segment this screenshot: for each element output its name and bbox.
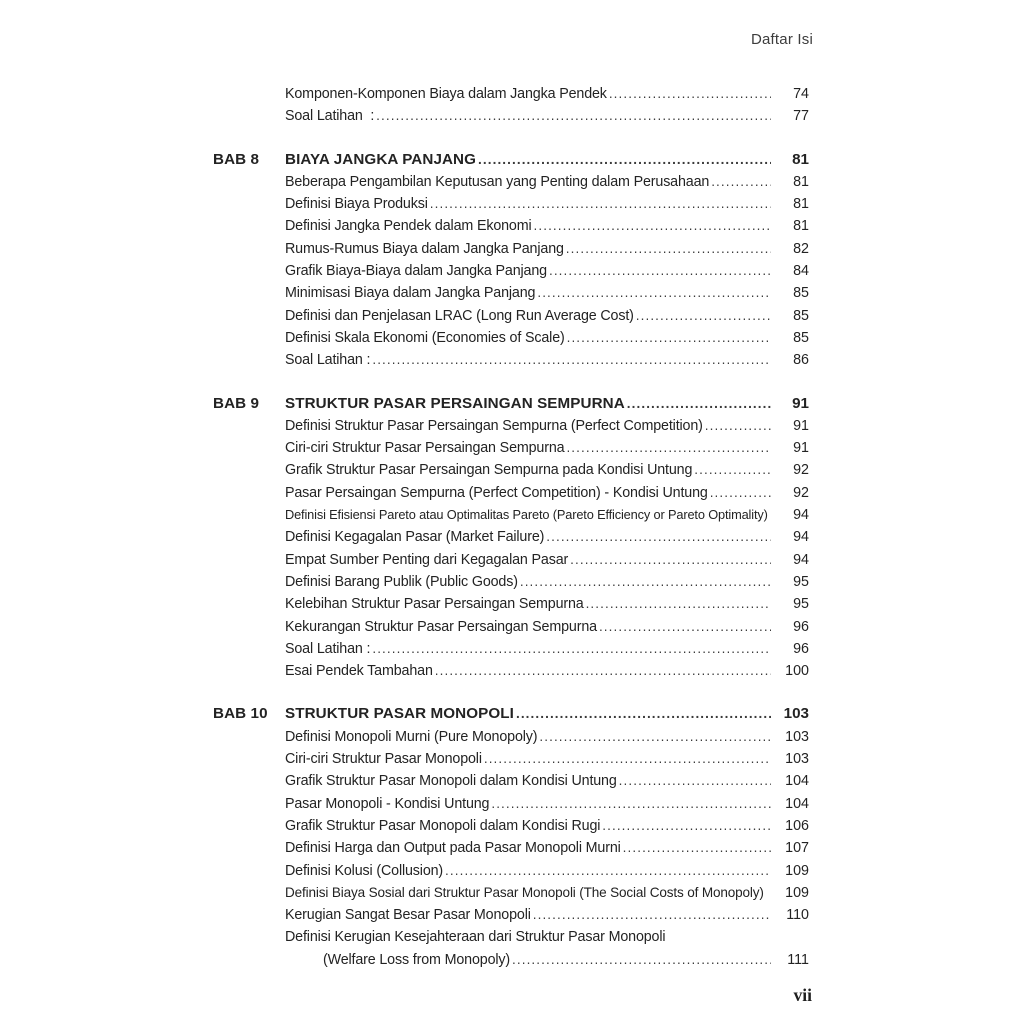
entry-title: Beberapa Pengambilan Keputusan yang Penting dalam Perusahaan — [285, 173, 710, 190]
toc-row — [213, 459, 809, 481]
entry-title: Definisi Struktur Pasar Persaingan Sempurna (Perfect Competition) — [285, 417, 703, 434]
entry-page-number: 103 — [785, 751, 809, 768]
dot-leader — [711, 171, 771, 193]
dot-leader — [549, 260, 771, 282]
entry-page-number: 94 — [793, 507, 809, 524]
dot-leader — [586, 593, 771, 615]
toc-row — [213, 793, 809, 815]
toc-row — [213, 193, 809, 215]
entry-page-number: 104 — [785, 795, 809, 812]
toc-row — [213, 171, 809, 193]
dot-leader — [570, 549, 771, 571]
toc-row — [213, 770, 809, 792]
entry-title: Definisi Jangka Pendek dalam Ekonomi — [285, 218, 532, 235]
entry-page-number: 92 — [793, 484, 809, 501]
dot-leader — [602, 815, 771, 837]
entry-page-number: 85 — [793, 285, 809, 302]
dot-leader — [623, 837, 771, 859]
entry-title: BIAYA JANGKA PANJANG — [285, 150, 477, 168]
page-header-label: Daftar Isi — [750, 31, 813, 48]
entry-page-number: 109 — [785, 862, 809, 879]
entry-title: Kekurangan Struktur Pasar Persaingan Sempurna — [285, 618, 597, 635]
dot-leader — [478, 149, 771, 171]
entry-page-number: 84 — [793, 263, 809, 280]
entry-title: Komponen-Komponen Biaya dalam Jangka Pendek — [285, 86, 607, 102]
toc-row — [213, 215, 809, 237]
toc-row — [213, 571, 809, 593]
dot-leader — [534, 215, 771, 237]
entry-title: STRUKTUR PASAR PERSAINGAN SEMPURNA — [285, 394, 625, 412]
entry-page-number: 104 — [785, 773, 809, 790]
table-of-contents — [213, 83, 809, 971]
toc-row — [213, 260, 809, 282]
dot-leader — [533, 904, 771, 926]
entry-title: Ciri-ciri Struktur Pasar Persaingan Sempurna — [285, 440, 565, 457]
dot-leader — [566, 238, 771, 260]
dot-leader — [636, 305, 771, 327]
entry-title: Soal Latihan : — [285, 640, 371, 657]
toc-row — [213, 748, 809, 770]
dot-leader — [537, 282, 771, 304]
toc-row — [213, 526, 809, 548]
toc-row — [213, 327, 809, 349]
entry-page-number: 91 — [793, 440, 809, 457]
dot-leader — [566, 437, 771, 459]
dot-leader — [512, 949, 771, 971]
dot-leader — [491, 793, 771, 815]
dot-leader — [435, 660, 771, 682]
entry-page-number: 103 — [785, 728, 809, 745]
entry-title: Definisi Kegagalan Pasar (Market Failure) — [285, 529, 545, 546]
entry-title: Definisi Kolusi (Collusion) — [285, 862, 444, 879]
entry-page-number: 81 — [793, 196, 809, 213]
toc-row — [213, 393, 809, 415]
dot-leader — [372, 638, 771, 660]
dot-leader — [539, 726, 771, 748]
toc-row — [213, 549, 809, 571]
toc-row — [213, 860, 809, 882]
dot-leader — [599, 616, 771, 638]
entry-page-number: 100 — [785, 663, 809, 680]
entry-title: Grafik Struktur Pasar Persaingan Sempurna pada Kondisi Untung — [285, 462, 693, 479]
dot-leader — [484, 748, 771, 770]
toc-row — [213, 305, 809, 327]
dot-leader — [445, 860, 771, 882]
dot-leader — [627, 393, 771, 415]
entry-title: Empat Sumber Penting dari Kegagalan Pasar — [285, 551, 569, 568]
entry-title: Definisi Harga dan Output pada Pasar Monopoli Murni — [285, 840, 621, 857]
entry-title: STRUKTUR PASAR MONOPOLI — [285, 705, 514, 723]
entry-page-number: 91 — [793, 417, 809, 434]
entry-title: Definisi Biaya Sosial dari Struktur Pasar Monopoli (The Social Costs of Monopoly) — [285, 884, 764, 900]
dot-leader — [705, 415, 771, 437]
toc-row — [213, 282, 809, 304]
toc-row — [213, 726, 809, 748]
entry-page-number: 81 — [792, 150, 809, 168]
entry-page-number: 109 — [785, 884, 809, 901]
entry-title: Definisi Monopoli Murni (Pure Monopoly) — [285, 728, 538, 745]
toc-row — [213, 703, 809, 725]
toc-row — [213, 504, 809, 526]
dot-leader — [516, 703, 771, 725]
toc-row — [213, 815, 809, 837]
dot-leader — [609, 83, 771, 105]
entry-page-number: 110 — [786, 907, 809, 924]
dot-leader — [567, 327, 771, 349]
entry-title: Definisi Biaya Produksi — [285, 196, 428, 213]
entry-title: Ciri-ciri Struktur Pasar Monopoli — [285, 751, 482, 768]
entry-page-number: 103 — [783, 705, 809, 723]
entry-title: Minimisasi Biaya dalam Jangka Panjang — [285, 285, 536, 302]
dot-leader — [546, 526, 771, 548]
dot-leader — [520, 571, 771, 593]
entry-title: Definisi Kerugian Kesejahteraan dari Struktur Pasar Monopoli — [285, 929, 666, 946]
entry-title: Definisi Skala Ekonomi (Economies of Scale) — [285, 329, 565, 346]
toc-row — [213, 482, 809, 504]
entry-title: Rumus-Rumus Biaya dalam Jangka Panjang — [285, 240, 564, 257]
toc-row — [213, 149, 809, 171]
entry-title: Kerugian Sangat Besar Pasar Monopoli — [285, 907, 531, 924]
entry-page-number: 95 — [793, 596, 809, 613]
entry-title: Definisi Efisiensi Pareto atau Optimalitas Pareto (Pareto Efficiency or Pareto Optimality) — [285, 507, 768, 523]
entry-page-number: 107 — [785, 840, 809, 857]
toc-row — [213, 949, 809, 971]
dot-leader — [376, 105, 771, 127]
toc-row — [213, 904, 809, 926]
entry-page-number: 106 — [785, 817, 809, 834]
toc-row — [213, 593, 809, 615]
chapter-label: BAB 8 — [213, 150, 260, 168]
entry-page-number: 111 — [787, 951, 809, 968]
toc-row — [213, 660, 809, 682]
entry-title: (Welfare Loss from Monopoly) — [323, 951, 511, 968]
entry-page-number: 94 — [793, 529, 809, 546]
entry-page-number: 91 — [792, 394, 809, 412]
entry-title: Esai Pendek Tambahan — [285, 663, 433, 680]
dot-leader — [710, 482, 771, 504]
toc-row — [213, 926, 809, 948]
toc-row — [213, 882, 809, 904]
entry-title: Definisi dan Penjelasan LRAC (Long Run Average Cost) — [285, 307, 634, 324]
entry-page-number: 85 — [793, 329, 809, 346]
entry-page-number: 77 — [793, 108, 809, 125]
toc-row — [213, 105, 809, 127]
dot-leader — [619, 770, 771, 792]
entry-page-number: 96 — [793, 618, 809, 635]
entry-title: Grafik Biaya-Biaya dalam Jangka Panjang — [285, 263, 547, 280]
entry-title: Grafik Struktur Pasar Monopoli dalam Kondisi Untung — [285, 773, 617, 790]
toc-row — [213, 638, 809, 660]
entry-page-number: 81 — [793, 218, 809, 235]
toc-row — [213, 238, 809, 260]
toc-row — [213, 437, 809, 459]
entry-title: Definisi Barang Publik (Public Goods) — [285, 573, 518, 590]
dot-leader — [372, 349, 771, 371]
entry-page-number: 96 — [793, 640, 809, 657]
entry-title: Grafik Struktur Pasar Monopoli dalam Kondisi Rugi — [285, 817, 601, 834]
entry-page-number: 85 — [793, 307, 809, 324]
entry-page-number: 81 — [793, 173, 809, 190]
entry-page-number: 74 — [793, 86, 809, 102]
entry-page-number: 92 — [793, 462, 809, 479]
toc-row — [213, 415, 809, 437]
page-number-footer: vii — [793, 985, 812, 1005]
entry-title: Soal Latihan : — [285, 108, 375, 125]
chapter-label: BAB 9 — [213, 394, 260, 412]
entry-title: Pasar Persaingan Sempurna (Perfect Competition) - Kondisi Untung — [285, 484, 708, 501]
dot-leader — [694, 459, 771, 481]
entry-title: Pasar Monopoli - Kondisi Untung — [285, 795, 490, 812]
entry-title: Kelebihan Struktur Pasar Persaingan Sempurna — [285, 596, 584, 613]
entry-page-number: 95 — [793, 573, 809, 590]
entry-title: Soal Latihan : — [285, 352, 371, 369]
entry-page-number: 82 — [793, 240, 809, 257]
toc-row — [213, 349, 809, 371]
entry-page-number: 94 — [793, 551, 809, 568]
entry-page-number: 86 — [793, 352, 809, 369]
toc-row — [213, 616, 809, 638]
chapter-label: BAB 10 — [213, 705, 268, 723]
toc-row — [213, 837, 809, 859]
toc-row — [213, 83, 809, 105]
dot-leader — [430, 193, 771, 215]
